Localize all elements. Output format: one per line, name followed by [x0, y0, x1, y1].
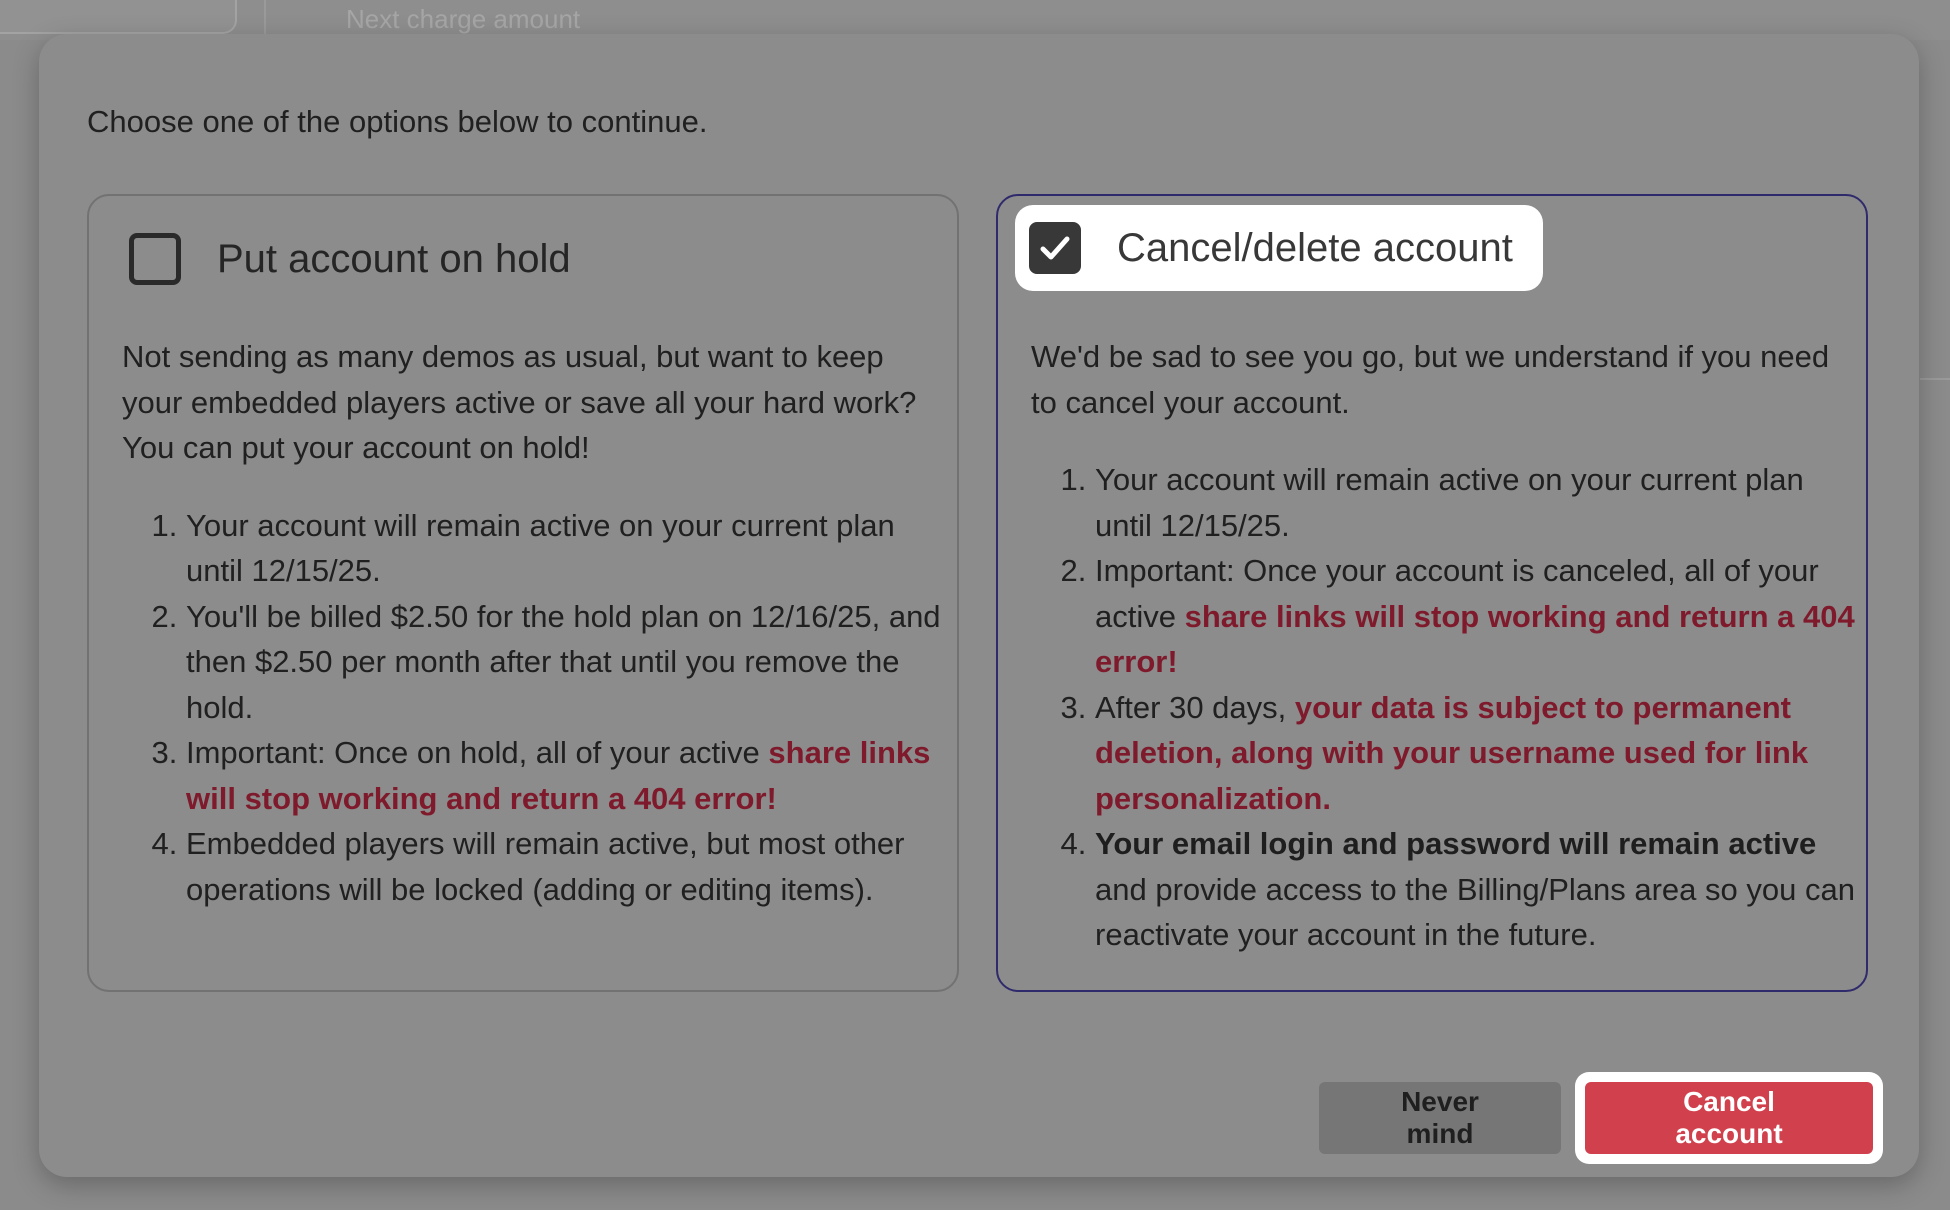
- cancel-account-modal: [39, 34, 1919, 1177]
- option-body-cancel: [1031, 334, 1861, 958]
- list-item: 1. Your account will remain active on your current plan until 12/15/25.: [1095, 457, 1861, 548]
- option-card-cancel[interactable]: [996, 194, 1868, 992]
- warning-text: your data is subject to permanent deletion, along with your username used for link personalization.: [1095, 689, 1809, 816]
- emphasis-text: Your email login and password will remain active: [1095, 826, 1817, 861]
- list-item-text: After 30 days,: [1095, 689, 1295, 725]
- warning-text: share links will stop working and return a 404 error!: [186, 735, 931, 816]
- option-title-hold: Put account on hold: [217, 236, 571, 281]
- option-body-hold: [122, 334, 942, 912]
- list-item: [186, 730, 942, 821]
- list-item-text: Important: Once on hold, all of your active: [186, 735, 769, 770]
- warning-text: share links will stop working and return a 404 error!: [1095, 598, 1855, 679]
- list-item: 1. Your account will remain active on your current plan until 12/15/25.: [186, 503, 942, 594]
- modal-footer: [1319, 1072, 1883, 1164]
- background-next-charge-label: Next charge amount: [346, 4, 581, 34]
- list-item: 2. You'll be billed $2.50 for the hold plan on 12/16/25, and then $2.50 per month after that until you remove the hold.: [186, 594, 942, 731]
- hold-checkbox[interactable]: [129, 233, 181, 285]
- option-card-hold[interactable]: [87, 194, 959, 992]
- cancel-terms-list: [1031, 457, 1861, 958]
- list-item: [1095, 685, 1861, 822]
- option-header-cancel[interactable]: [1015, 205, 1543, 291]
- option-description-cancel: We'd be sad to see you go, but we understand if you need to cancel your account.: [1031, 339, 1830, 420]
- checkmark-icon: [1038, 231, 1072, 265]
- background-rule: [1920, 378, 1950, 380]
- option-description-hold: Not sending as many demos as usual, but want to keep your embedded players active or save all your hard work? You can put your account on hold!: [122, 339, 917, 465]
- focus-ring: [1575, 1072, 1883, 1164]
- cancel-checkbox[interactable]: [1029, 222, 1081, 274]
- background-tab: [0, 0, 237, 34]
- option-header-hold[interactable]: [115, 216, 601, 302]
- list-item-text: Important: Once your account is canceled, all of your active: [1095, 553, 1819, 634]
- list-item: [1095, 548, 1861, 685]
- never-mind-button[interactable]: Never mind: [1319, 1082, 1561, 1154]
- cancel-account-button[interactable]: Cancel account: [1585, 1082, 1873, 1154]
- option-title-cancel: Cancel/delete account: [1117, 225, 1513, 270]
- list-item-text: and provide access to the Billing/Plans area so you can reactivate your account in the future.: [1095, 871, 1855, 952]
- modal-intro: Choose one of the options below to continue.: [87, 104, 708, 139]
- list-item: [1095, 821, 1861, 958]
- hold-terms-list: [122, 503, 942, 913]
- list-item: 4. Embedded players will remain active, but most other operations will be locked (adding or editing items).: [186, 821, 942, 912]
